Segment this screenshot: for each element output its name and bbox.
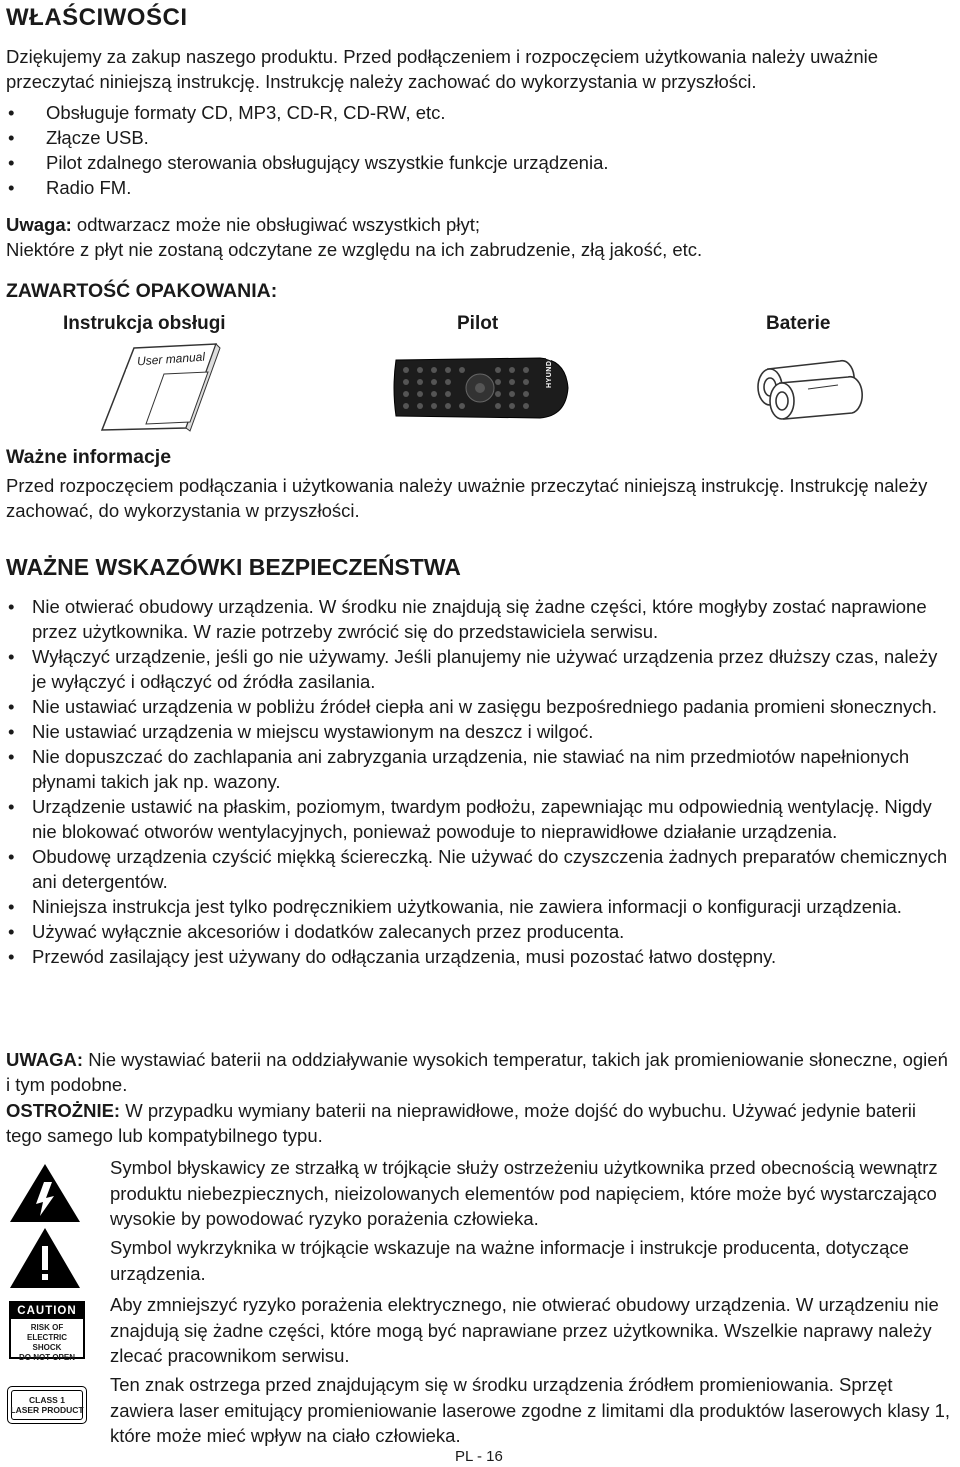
exclamation-triangle-icon	[8, 1226, 82, 1290]
list-item: • Nie ustawiać urządzenia w miejscu wystawionym na deszcz i wilgoć.	[6, 719, 952, 744]
note-line2: Niektóre z płyt nie zostaną odczytane ze względu na ich zabrudzenie, złą jakość, etc.	[6, 239, 703, 260]
package-item-batteries-label: Baterie	[766, 313, 831, 334]
caution-label-line1: RISK OF ELECTRIC	[27, 1323, 67, 1342]
list-item: • Wyłączyć urządzenie, jeśli go nie używamy. Jeśli planujemy nie używać urządzenia przez dłuższy czas, należy je wyłączyć i odłączyć od źródła zasilania.	[6, 644, 952, 694]
list-item: • Niniejsza instrukcja jest tylko podręcznikiem użytkowania, nie zawiera informacji o konfiguracji urządzenia.	[6, 894, 952, 919]
page-number: PL - 16	[455, 1448, 503, 1465]
list-item: • Złącze USB.	[6, 125, 946, 150]
list-item: • Urządzenie ustawić na płaskim, poziomym, twardym podłożu, zapewniając mu odpowiednią wentylację. Nigdy nie blokować otworów wentylacyjnych, ponieważ powoduje to nieprawidłowe działanie urządzenia.	[6, 794, 952, 844]
safety-heading: WAŻNE WSKAZÓWKI BEZPIECZEŃSTWA	[6, 554, 461, 580]
list-item: • Przewód zasilający jest używany do odłączania urządzenia, musi pozostać łatwo dostępny.	[6, 944, 952, 969]
important-text: Przed rozpoczęciem podłączania i użytkowania należy uważnie przeczytać niniejszą instrukcję. Instrukcję należy zachować, do wykorzystania w przyszłości.	[6, 475, 928, 521]
page-title: WŁAŚCIWOŚCI	[6, 4, 188, 31]
warning-body: Nie wystawiać baterii na oddziaływanie wysokich temperatur, takich jak promieniowanie słoneczne, ogień i tym podobne.	[6, 1049, 948, 1095]
laser-label-line2: LASER PRODUCT	[10, 1405, 84, 1415]
package-heading: ZAWARTOŚĆ OPAKOWANIA:	[6, 280, 278, 302]
list-item: • Pilot zdalnego sterowania obsługujący wszystkie funkcje urządzenia.	[6, 150, 946, 175]
intro-text: Dziękujemy za zakup naszego produktu. Przed podłączeniem i rozpoczęciem użytkowania należy uważnie przeczytać niniejszą instrukcję. Instrukcję należy zachować do wykorzystania w przyszłości.	[6, 46, 879, 92]
note-label: Uwaga:	[6, 214, 72, 235]
symbol-text-laser: Ten znak ostrzega przed znajdującym się w środku urządzenia źródłem promieniowania. Sprzęt zawiera laser emitujący promieniowanie laserowe zgodne z limitami dla produktów laserowych klasy 1, które może mieć wpływ na ciało człowieka.	[110, 1374, 951, 1446]
caution-text	[6, 1098, 956, 1148]
lightning-triangle-icon	[8, 1162, 82, 1224]
list-item: • Nie ustawiać urządzenia w pobliżu źródeł ciepła ani w zasięgu bezpośredniego padania promieni słonecznych.	[6, 694, 952, 719]
list-item: • Nie otwierać obudowy urządzenia. W środku nie znajdują się żadne części, które mogłyby zostać naprawione przez użytkownika. W razie potrzeby zwrócić się do przedstawiciela serwisu.	[6, 594, 952, 644]
caution-label-icon	[9, 1301, 85, 1362]
list-item: • Obsługuje formaty CD, MP3, CD-R, CD-RW, etc.	[6, 100, 946, 125]
list-item: • Nie dopuszczać do zachlapania ani zabryzgania urządzenia, nie stawiać na nim przedmiotów napełnionych płynami takich jak np. wazony.	[6, 744, 952, 794]
note-text	[6, 212, 956, 262]
list-item: • Radio FM.	[6, 175, 946, 200]
caution-body: W przypadku wymiany baterii na nieprawidłowe, może dojść do wybuchu. Używać jedynie baterii tego samego lub kompatybilnego typu.	[6, 1100, 916, 1146]
package-item-manual-label: Instrukcja obsługi	[63, 313, 226, 334]
list-item: • Obudowę urządzenia czyścić miękką ściereczką. Nie używać do czyszczenia żadnych preparatów chemicznych ani detergentów.	[6, 844, 952, 894]
batteries-image	[748, 355, 864, 427]
remote-control-image	[390, 356, 570, 420]
caution-label-line2: SHOCK	[32, 1343, 62, 1352]
safety-list	[6, 594, 952, 969]
list-item: • Używać wyłącznie akcesoriów i dodatków zalecanych przez producenta.	[6, 919, 952, 944]
symbol-text-exclamation: Symbol wykrzyknika w trójkącie wskazuje na ważne informacje i instrukcje producenta, dotyczące urządzenia.	[110, 1237, 909, 1284]
symbol-text-lightning: Symbol błyskawicy ze strzałką w trójkącie służy ostrzeżeniu użytkownika przed obecnością wewnątrz produktu niebezpiecznych, nieizolowanych elementów pod napięciem, które może być wystarczająco wysokie by powodować ryzyko porażenia człowieka.	[110, 1157, 938, 1229]
user-manual-text: User manual	[136, 349, 206, 369]
laser-label-line1: CLASS 1	[29, 1395, 65, 1405]
class1-laser-icon	[7, 1386, 87, 1424]
caution-label-line3: DO NOT OPEN	[18, 1353, 75, 1362]
warning-label: UWAGA:	[6, 1049, 84, 1070]
caution-label-text: OSTROŻNIE:	[6, 1100, 121, 1121]
symbol-text-caution: Aby zmniejszyć ryzyko porażenia elektrycznego, nie otwierać obudowy urządzenia. W urządzeniu nie znajdują się żadne części, które mogą być naprawiane przez użytkownika. Wszelkie naprawy należy zlecać pracownikom serwisu.	[110, 1294, 939, 1366]
caution-label-title: CAUTION	[11, 1303, 83, 1319]
remote-brand-text: HYUNDAI	[546, 352, 553, 388]
important-heading: Ważne informacje	[6, 446, 172, 468]
note-line1: odtwarzacz może nie obsługiwać wszystkich płyt;	[71, 214, 480, 235]
warning-text	[6, 1047, 956, 1097]
package-item-remote-label: Pilot	[457, 313, 499, 334]
features-list	[6, 100, 946, 200]
